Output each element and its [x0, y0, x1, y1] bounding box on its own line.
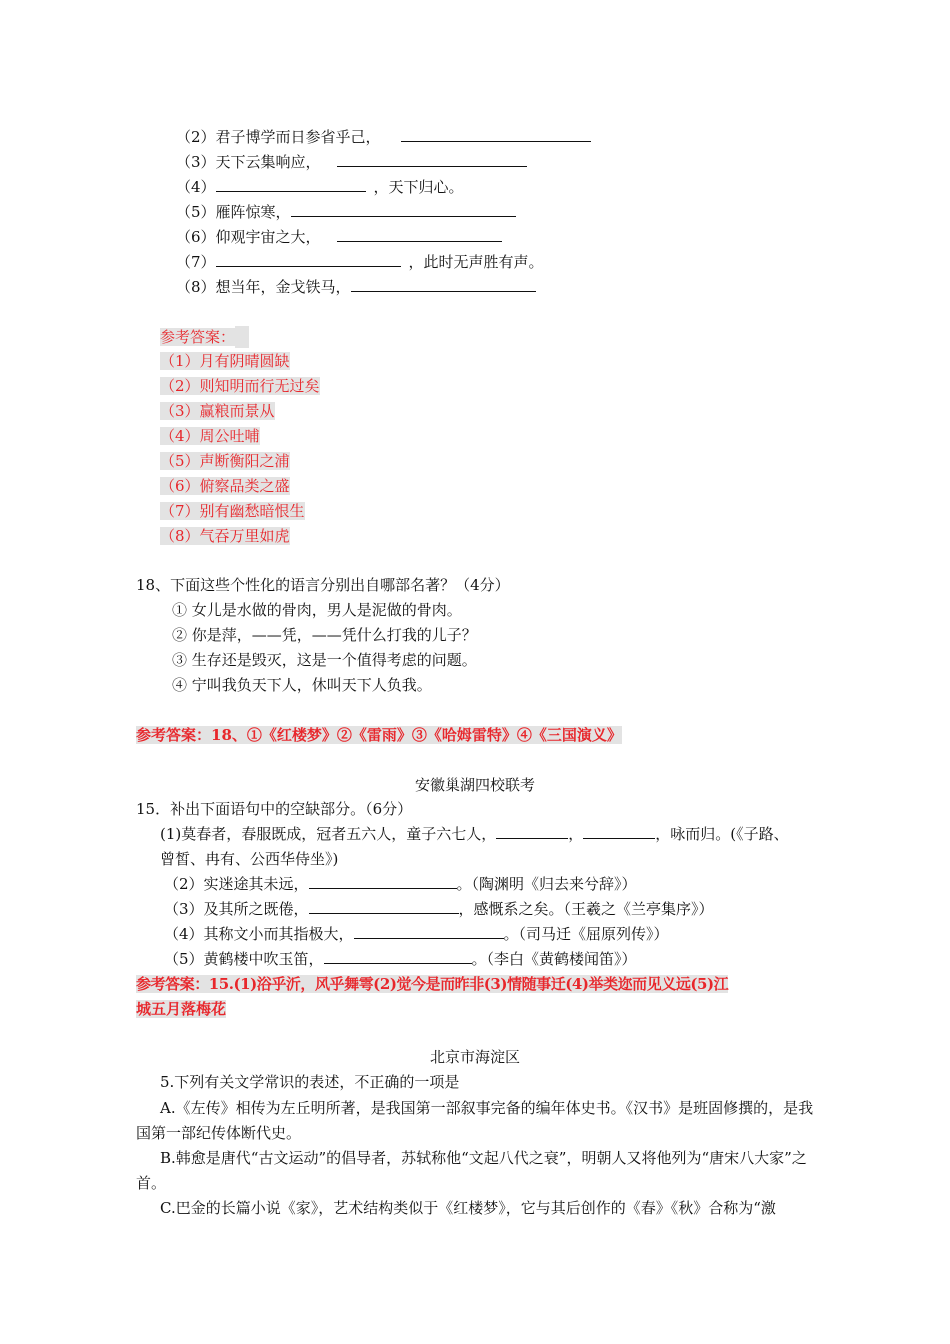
beijing-option-a: A.《左传》相传为左丘明所著，是我国第一部叙事完备的编年体史书。《汉书》是班固修撰的，是我国第一部纪传体断代史。	[136, 1099, 814, 1142]
fill-item-8	[176, 276, 536, 298]
beijing-option-b: B.韩愈是唐代“古文运动”的倡导者，苏轼称他“文起八代之衰”，明朝人又将他列为“唐宋八大家”之首。	[136, 1149, 807, 1192]
answer-blank	[337, 226, 502, 242]
fill-item-text: （3）天下云集响应，	[176, 153, 321, 171]
answer-text: （8）气吞万里如虎	[160, 527, 290, 545]
fill-item-text: 。（司马迁《屈原列传》）	[503, 925, 669, 943]
fill-item-text: (1)莫春者，春服既成，冠者五六人，童子六七人，	[160, 825, 497, 843]
answer-blank	[309, 873, 457, 889]
fill-item-text: ，感慨系之矣。（王羲之《兰亭集序》）	[458, 900, 714, 918]
fill-item-text: 。（李白《黄鹤楼闻笛》）	[471, 950, 637, 968]
answer-blank	[337, 151, 527, 167]
answer-text: （7）别有幽愁暗恨生	[160, 502, 305, 520]
fill-item-5	[176, 201, 516, 223]
answer-blank	[216, 251, 401, 267]
fill-item-text: （5）雁阵惊寒，	[176, 203, 291, 221]
answer-text: （5）声断衡阳之浦	[160, 452, 290, 470]
q18-item: ④ 宁叫我负天下人，休叫天下人负我。	[172, 676, 432, 694]
answer-blank	[324, 948, 472, 964]
answer-item	[160, 475, 290, 497]
fill-item-text: （6）仰观宇宙之大，	[176, 228, 321, 246]
answer-item	[160, 500, 305, 522]
answer-blank	[216, 176, 366, 192]
anhui-item-2	[164, 873, 637, 895]
fill-item-text: （4）	[176, 178, 216, 196]
answer-item	[160, 425, 260, 447]
anhui-answer-line1	[136, 973, 728, 995]
fill-item-text: （7）	[176, 253, 216, 271]
answer-item	[160, 375, 320, 397]
fill-item-6	[176, 226, 502, 248]
answer-title-text: 参考答案：	[160, 328, 236, 346]
beijing-question: 5.下列有关文学常识的表述，不正确的一项是	[160, 1073, 460, 1091]
fill-item-text: （8）想当年，金戈铁马，	[176, 278, 351, 296]
fill-item-3	[176, 151, 527, 173]
fill-item-2	[176, 126, 591, 148]
answer-blank	[291, 201, 516, 217]
answer-item	[160, 350, 290, 372]
fill-item-7	[176, 251, 544, 273]
anhui-item-3	[164, 898, 714, 920]
answer-item	[160, 400, 275, 422]
section-heading-beijing: 北京市海淀区	[429, 1048, 520, 1066]
anhui-question: 15．补出下面语句中的空缺部分。（6分）	[136, 800, 413, 818]
fill-item-4	[176, 176, 464, 198]
answer-item	[160, 525, 290, 547]
fill-item-text: 。（陶渊明《归去来兮辞》）	[456, 875, 637, 893]
answer-text: （3）赢粮而景从	[160, 402, 275, 420]
fill-item-text: ，咏而归。(《子路、	[655, 825, 789, 843]
anhui-item-4	[164, 923, 669, 945]
answer-title	[160, 326, 249, 348]
q18-answer	[136, 724, 622, 746]
answer-text: （6）俯察品类之盛	[160, 477, 290, 495]
answer-blank	[583, 823, 655, 839]
anhui-answer-text: 城五月落梅花	[136, 1000, 227, 1018]
anhui-item-5	[164, 948, 637, 970]
fill-item-text: （2）实迷途其未远，	[164, 875, 309, 893]
answer-text: （2）则知明而行无过矣	[160, 377, 320, 395]
answer-blank	[496, 823, 568, 839]
fill-item-text: （4）其称文小而其指极大，	[164, 925, 354, 943]
answer-text: （1）月有阴晴圆缺	[160, 352, 290, 370]
anhui-item-1	[160, 823, 789, 845]
answer-item	[160, 450, 290, 472]
beijing-option-c: C.巴金的长篇小说《家》，艺术结构类似于《红楼梦》，它与其后创作的《春》《秋》合称为“激	[160, 1199, 776, 1217]
answer-blank	[351, 276, 536, 292]
fill-item-text: （2）君子博学而日参省乎己，	[176, 128, 381, 146]
section-heading-anhui: 安徽巢湖四校联考	[414, 776, 535, 794]
q18-question: 18、下面这些个性化的语言分别出自哪部名著？（4分）	[136, 576, 510, 594]
fill-item-text: （3）及其所之既倦，	[164, 900, 309, 918]
q18-answer-text: 参考答案：18、①《红楼梦》②《雷雨》③《哈姆雷特》④《三国演义》	[136, 726, 622, 744]
answer-blank	[309, 898, 459, 914]
answer-blank	[401, 126, 591, 142]
anhui-item-1-cont: 曾皙、冉有、公西华侍坐》)	[160, 850, 339, 868]
fill-item-text: ，此时无声胜有声。	[408, 253, 544, 271]
anhui-answer-text: 参考答案：15.(1)浴乎沂，风乎舞雩(2)觉今是而昨非(3)情随事迁(4)举类迩而见义远(5)江	[136, 975, 729, 993]
answer-text: （4）周公吐哺	[160, 427, 260, 445]
answer-blank	[354, 923, 504, 939]
q18-item: ① 女儿是水做的骨肉，男人是泥做的骨肉。	[172, 601, 462, 619]
anhui-answer-line2	[136, 998, 226, 1020]
fill-item-text: （5）黄鹤楼中吹玉笛，	[164, 950, 324, 968]
fill-item-text: ，天下归心。	[373, 178, 464, 196]
answer-title-pad	[235, 326, 249, 348]
q18-item: ③ 生存还是毁灭，这是一个值得考虑的问题。	[172, 651, 477, 669]
fill-item-text: ，	[568, 825, 584, 843]
q18-item: ② 你是萍，——凭，——凭什么打我的儿子？	[172, 626, 477, 644]
